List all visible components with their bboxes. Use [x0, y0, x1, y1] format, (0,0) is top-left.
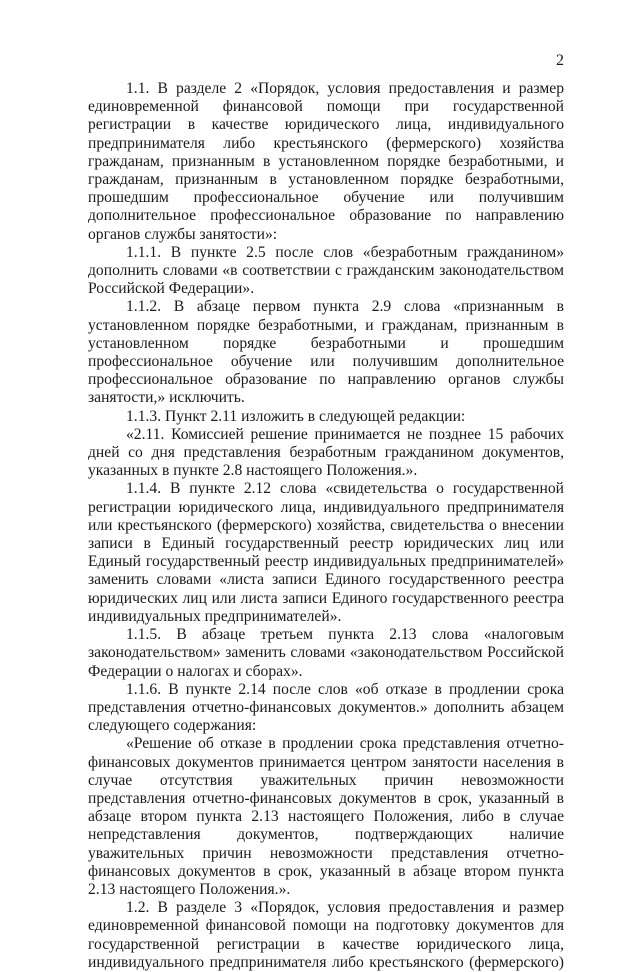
document-body	[88, 80, 564, 972]
paragraph-1-2: 1.2. В разделе 3 «Порядок, условия предоставления и размер единовременной финансовой помощи на подготовку документов для государственной регистрации в качестве юридического лица, индивидуального предпринимателя либо крестьянского (фермерского)	[88, 899, 564, 971]
paragraph-1-1: 1.1. В разделе 2 «Порядок, условия предоставления и размер единовременной финансовой помощи при государственной регистрации в качестве юридического лица, индивидуального предпринимателя либо крестьянского (фермерского) хозяйства гражданам, признанным в установленном порядке безработными, и гражданам, признанным в установленном порядке безработными, прошедшим профессиональное обучение или получившим дополнительное профессиональное образование по направлению органов службы занятости»:	[88, 80, 564, 243]
quoted-paragraph-decision: «Решение об отказе в продлении срока представления отчетно-финансовых документов принимается центром занятости населения в случае отсутствия уважительных причин невозможности представления отчетно-финансовых документов в срок, указанный в абзаце втором пункта 2.13 настоящего Положения, либо в случае непредставления документов, подтверждающих наличие уважительных причин невозможности представления отчетно-финансовых документов в срок, указанный в абзаце втором пункта 2.13 настоящего Положения.».	[88, 735, 564, 898]
paragraph-1-1-3: 1.1.3. Пункт 2.11 изложить в следующей редакции:	[126, 407, 466, 425]
paragraph-1-1-4: 1.1.4. В пункте 2.12 слова «свидетельства о государственной регистрации юридического лица, индивидуального предпринимателя или крестьянского (фермерского) хозяйства, свидетельства о внесении записи в Единый государственный реестр юридических лиц или Единый государственный реестр индивидуальных предпринимателей» заменить словами «листа записи Единого государственного реестра юридических лиц или листа записи Единого государственного реестра индивидуальных предпринимателей».	[88, 480, 564, 625]
paragraph-1-1-6: 1.1.6. В пункте 2.14 после слов «об отказе в продлении срока представления отчетно-финансовых документов.» дополнить абзацем следующего содержания:	[88, 680, 564, 735]
paragraph-1-1-2: 1.1.2. В абзаце первом пункта 2.9 слова «признанным в установленном порядке безработными, и гражданам, признанным в установленном порядке безработными и прошедшим профессиональное обучение или получившим дополнительное профессиональное образование по направлению органов службы занятости,» исключить.	[88, 298, 564, 407]
quoted-paragraph-2-11: «2.11. Комиссией решение принимается не позднее 15 рабочих дней со дня представления безработным гражданином документов, указанных в пункте 2.8 настоящего Положения.».	[88, 425, 564, 480]
page-number: 2	[556, 52, 564, 69]
paragraph-1-1-1: 1.1.1. В пункте 2.5 после слов «безработным гражданином» дополнить словами «в соответствии с гражданским законодательством Российской Федерации».	[88, 243, 564, 298]
paragraph-1-1-5: 1.1.5. В абзаце третьем пункта 2.13 слова «налоговым законодательством» заменить словами «законодательством Российской Федерации о налогах и сборах».	[88, 626, 564, 680]
